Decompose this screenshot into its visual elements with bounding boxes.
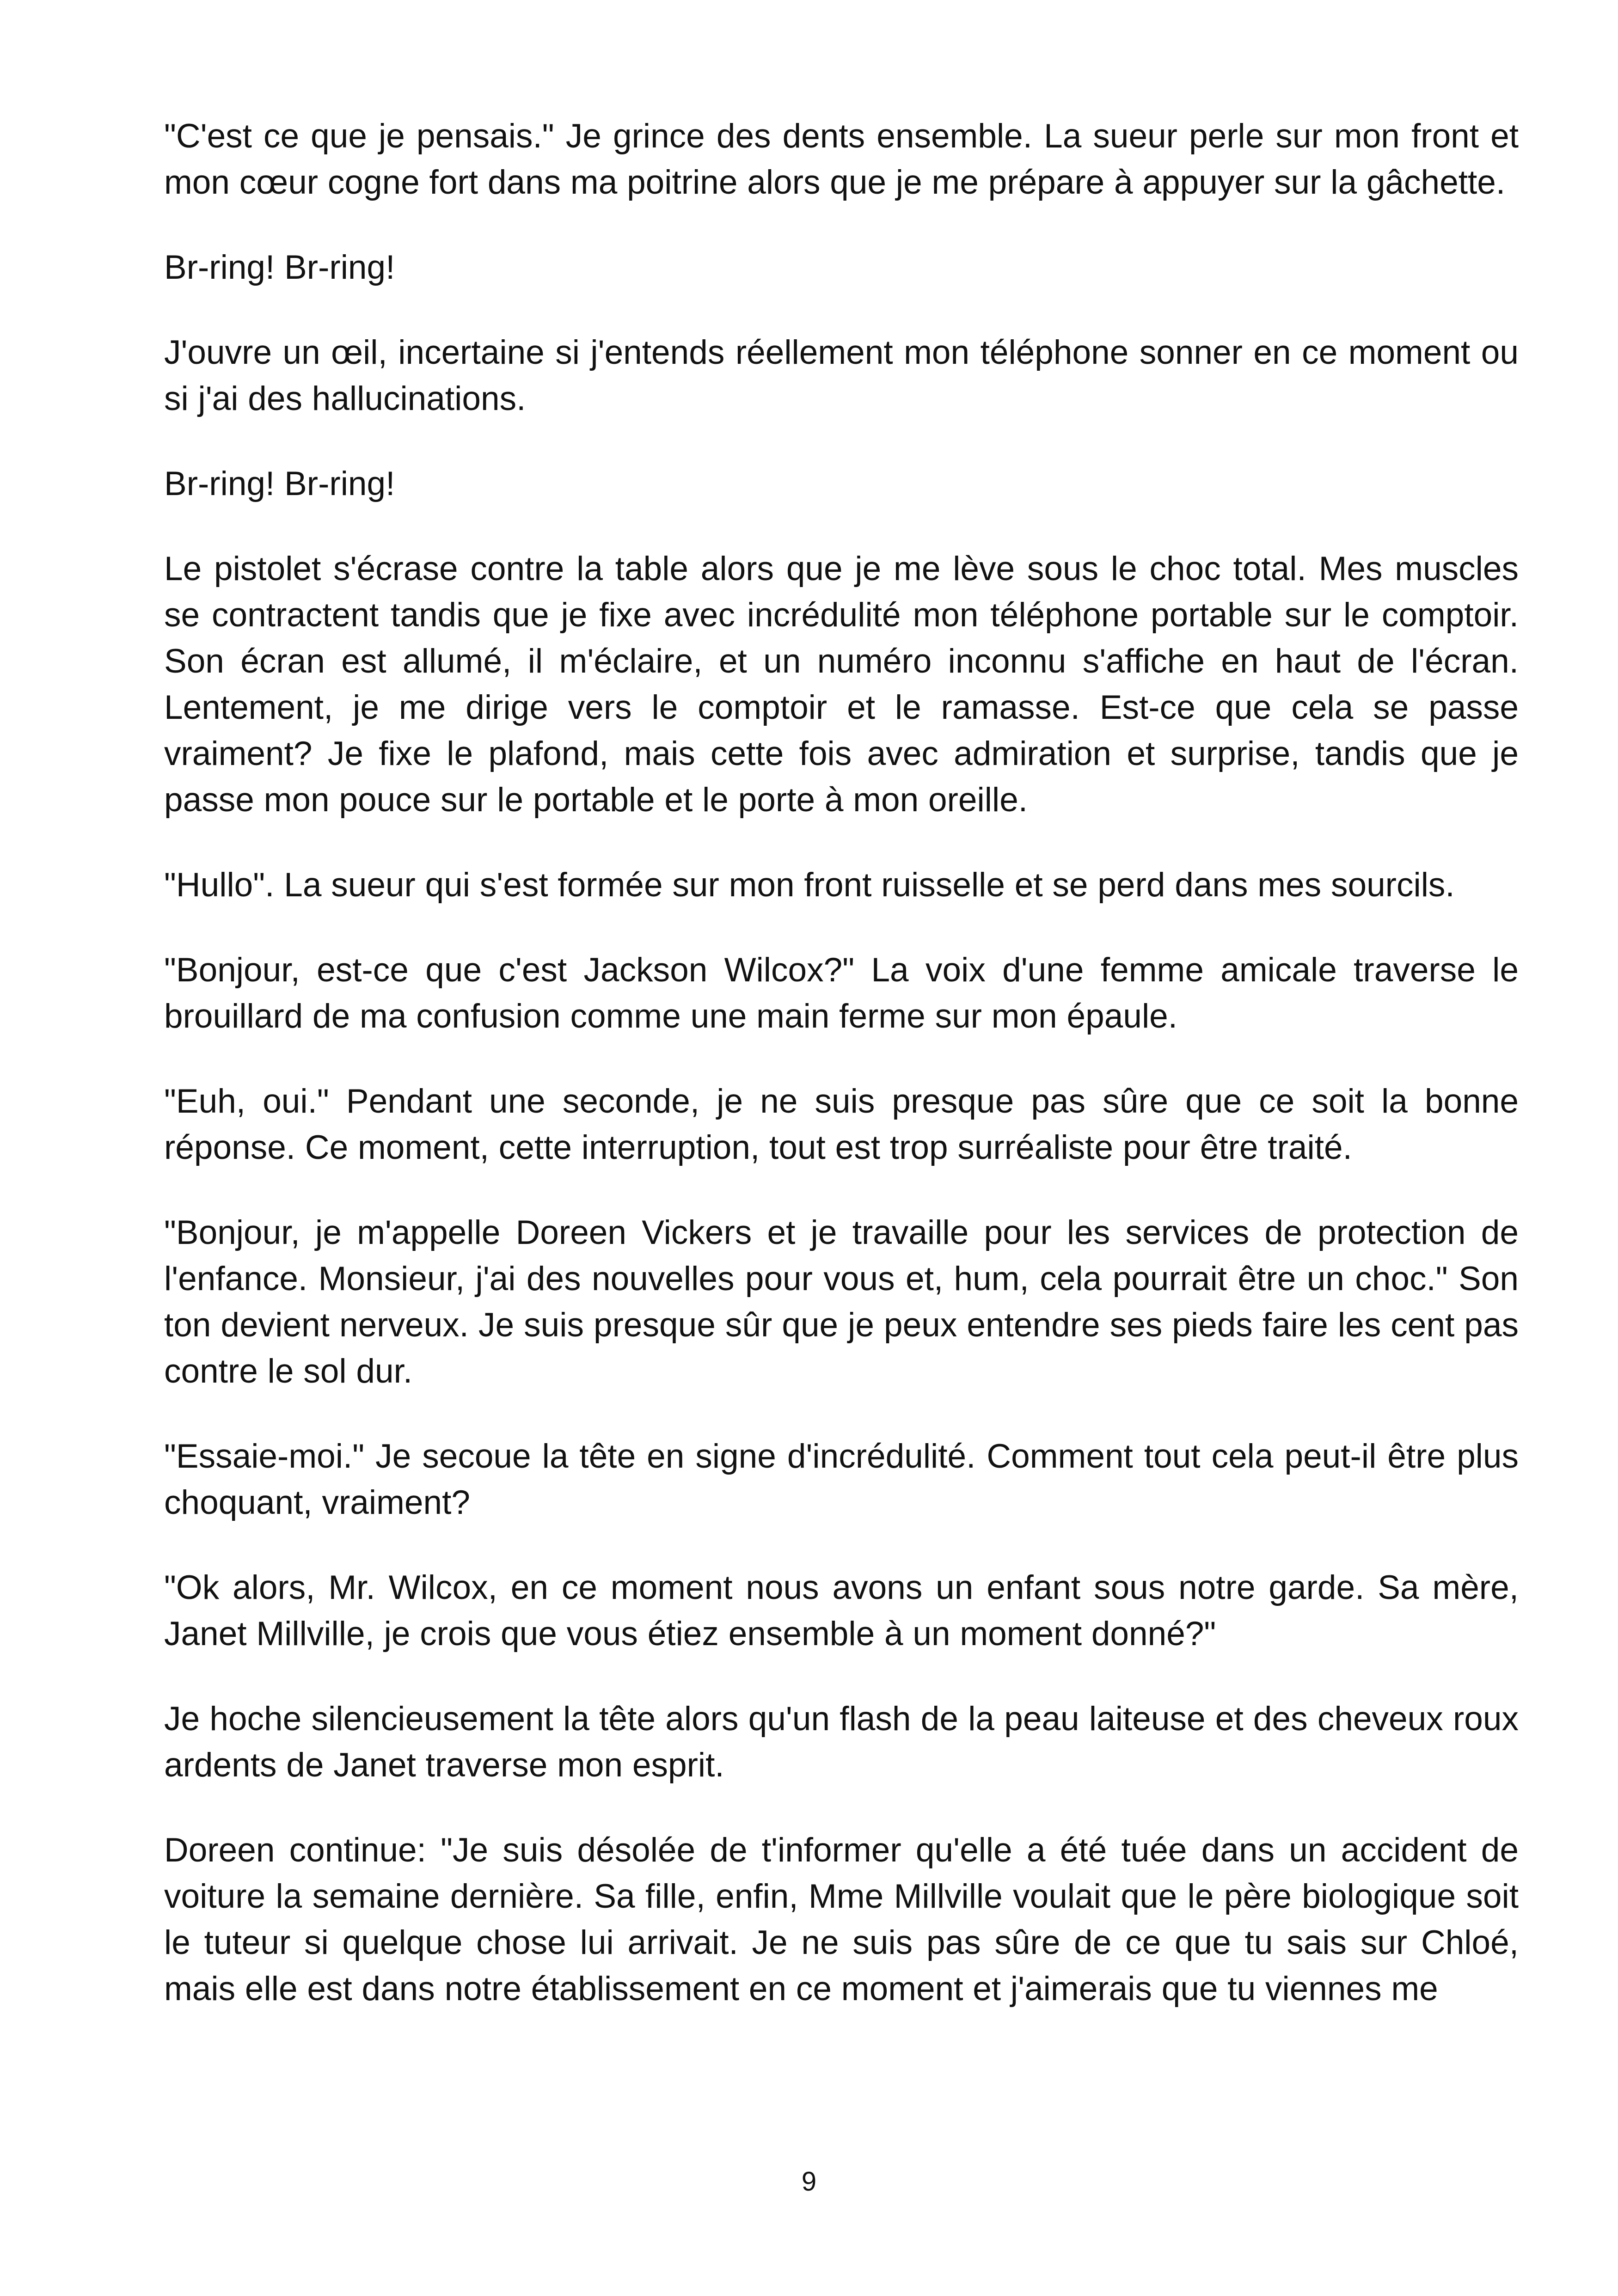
page-body: [164, 113, 1519, 2051]
paragraph: "Ok alors, Mr. Wilcox, en ce moment nous avons un enfant sous notre garde. Sa mère, Janet Millville, je crois que vous étiez ensemble à un moment donné?": [164, 1569, 1519, 1653]
paragraph: "Bonjour, je m'appelle Doreen Vickers et je travaille pour les services de protection de l'enfance. Monsieur, j'ai des nouvelles pour vous et, hum, cela pourrait être un choc." Son ton devient nerveux. Je suis presque sûr que je peux entendre ses pieds faire les cent pas contre le sol dur.: [164, 1214, 1519, 1390]
paragraph: Doreen continue: "Je suis désolée de t'informer qu'elle a été tuée dans un accident de voiture la semaine dernière. Sa fille, enfin, Mme Millville voulait que le père biologique soit le tuteur si quelque chose lui arrivait. Je ne suis pas sûre de ce que tu sais sur Chloé, mais elle est dans notre établissement en ce moment et j'aimerais que tu viennes me: [164, 1831, 1519, 2008]
paragraph: "Essaie-moi." Je secoue la tête en signe d'incrédulité. Comment tout cela peut-il être plus choquant, vraiment?: [164, 1438, 1519, 1521]
paragraph: J'ouvre un œil, incertaine si j'entends réellement mon téléphone sonner en ce moment ou si j'ai des hallucinations.: [164, 334, 1519, 417]
paragraph: "Hullo". La sueur qui s'est formée sur mon front ruisselle et se perd dans mes sourcils.: [164, 866, 1455, 904]
page-number: 9: [801, 2167, 817, 2197]
paragraph: "Euh, oui." Pendant une seconde, je ne suis presque pas sûre que ce soit la bonne réponse. Ce moment, cette interruption, tout est trop surréaliste pour être traité.: [164, 1083, 1519, 1166]
paragraph: Br-ring! Br-ring!: [164, 249, 395, 286]
paragraph: Br-ring! Br-ring!: [164, 465, 395, 502]
paragraph: Le pistolet s'écrase contre la table alors que je me lève sous le choc total. Mes muscles se contractent tandis que je fixe avec incrédulité mon téléphone portable sur le comptoir. Son écran est allumé, il m'éclaire, et un numéro inconnu s'affiche en haut de l'écran. Lentement, je me dirige vers le comptoir et le ramasse. Est-ce que cela se passe vraiment? Je fixe le plafond, mais cette fois avec admiration et surprise, tandis que je passe mon pouce sur le portable et le porte à mon oreille.: [164, 550, 1519, 819]
paragraph: "C'est ce que je pensais." Je grince des dents ensemble. La sueur perle sur mon front et mon cœur cogne fort dans ma poitrine alors que je me prépare à appuyer sur la gâchette.: [164, 117, 1519, 201]
paragraph: Je hoche silencieusement la tête alors qu'un flash de la peau laiteuse et des cheveux roux ardents de Janet traverse mon esprit.: [164, 1700, 1519, 1784]
paragraph: "Bonjour, est-ce que c'est Jackson Wilcox?" La voix d'une femme amicale traverse le brouillard de ma confusion comme une main ferme sur mon épaule.: [164, 951, 1519, 1035]
